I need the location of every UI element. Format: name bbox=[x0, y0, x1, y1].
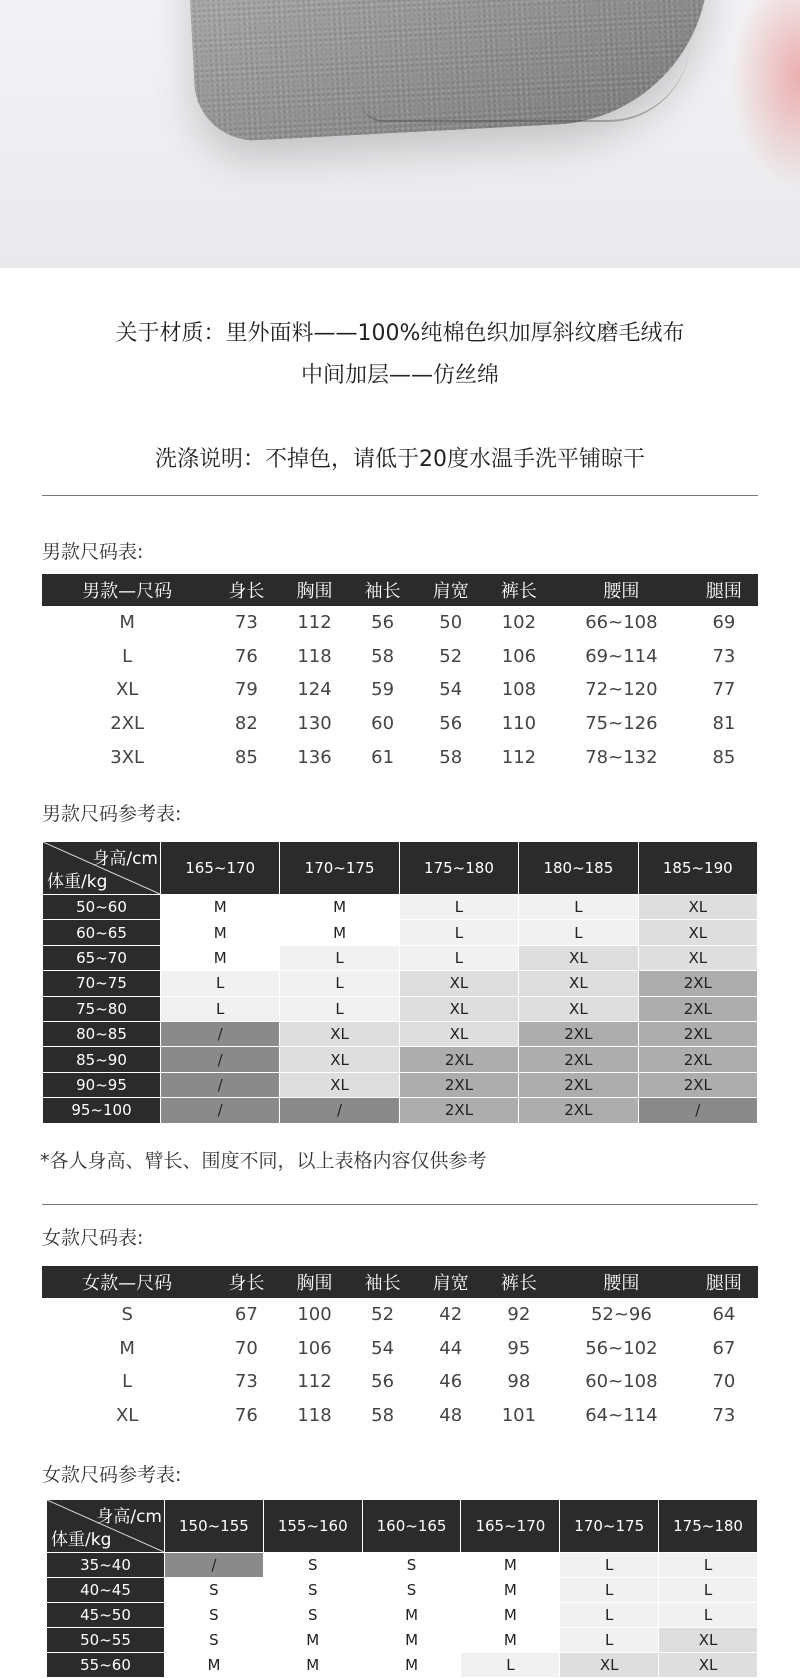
height-header: 165~170 bbox=[461, 1500, 560, 1553]
table-cell: 82 bbox=[234, 713, 258, 735]
size-cell: / bbox=[161, 1021, 280, 1046]
height-header: 150~155 bbox=[165, 1500, 264, 1553]
size-cell: M bbox=[263, 1653, 362, 1678]
size-cell: L bbox=[161, 996, 280, 1021]
size-cell: L bbox=[461, 1653, 560, 1678]
height-header: 170~175 bbox=[280, 842, 399, 895]
table-cell: 52 bbox=[439, 645, 463, 667]
weight-label: 40~45 bbox=[47, 1578, 165, 1603]
size-cell: M bbox=[461, 1578, 560, 1603]
men-ref-title: 男款尺码参考表: bbox=[42, 803, 182, 825]
column-header: 腿围 bbox=[690, 1266, 758, 1298]
table-row bbox=[42, 740, 758, 774]
weight-label: 55~60 bbox=[47, 1653, 165, 1678]
table-cell: 50 bbox=[439, 612, 463, 634]
table-row bbox=[47, 1653, 758, 1678]
column-header: 男款—尺码 bbox=[42, 574, 212, 606]
size-cell: L bbox=[659, 1603, 758, 1628]
height-header: 185~190 bbox=[638, 842, 757, 895]
size-cell: M bbox=[280, 895, 399, 920]
column-header: 裤长 bbox=[485, 1266, 553, 1298]
column-header: 裤长 bbox=[485, 574, 553, 606]
column-header: 腿围 bbox=[690, 574, 758, 606]
table-cell: 60 bbox=[371, 713, 395, 735]
size-cell: M bbox=[461, 1553, 560, 1578]
table-cell: 56 bbox=[439, 713, 463, 735]
table-cell: 130 bbox=[297, 713, 332, 735]
table-cell: L bbox=[122, 1371, 133, 1393]
size-cell: XL bbox=[659, 1653, 758, 1678]
height-header: 160~165 bbox=[362, 1500, 461, 1553]
table-cell: 69~114 bbox=[585, 645, 658, 667]
size-cell: L bbox=[519, 920, 638, 945]
table-row bbox=[43, 895, 758, 920]
size-cell: L bbox=[560, 1628, 659, 1653]
weight-label: 35~40 bbox=[47, 1553, 165, 1578]
table-cell: 112 bbox=[501, 746, 537, 768]
size-cell: XL bbox=[519, 945, 638, 970]
table-cell: 78~132 bbox=[585, 746, 658, 768]
size-cell: 2XL bbox=[399, 1047, 518, 1072]
table-cell: M bbox=[119, 1337, 135, 1359]
table-row bbox=[43, 1021, 758, 1046]
table-cell: 106 bbox=[501, 645, 537, 667]
size-cell: 2XL bbox=[638, 1047, 757, 1072]
size-cell: 2XL bbox=[519, 1021, 638, 1046]
size-cell: XL bbox=[280, 1072, 399, 1097]
weight-label: 95~100 bbox=[43, 1098, 161, 1123]
table-row bbox=[42, 1332, 758, 1366]
table-cell: 73 bbox=[712, 1405, 736, 1427]
corner-header bbox=[43, 842, 161, 895]
size-cell: XL bbox=[638, 895, 757, 920]
size-cell: S bbox=[263, 1603, 362, 1628]
corner-height-label: 身高/cm bbox=[92, 849, 158, 869]
table-cell: 108 bbox=[501, 679, 537, 701]
table-cell: 56~102 bbox=[585, 1337, 658, 1359]
table-cell: 61 bbox=[371, 746, 395, 768]
table-cell: 3XL bbox=[110, 746, 145, 768]
table-row bbox=[47, 1603, 758, 1628]
size-cell: XL bbox=[399, 971, 518, 996]
washing-instructions: 洗涤说明：不掉色，请低于20度水温手洗平铺晾干 bbox=[155, 447, 645, 472]
table-cell: XL bbox=[115, 1405, 139, 1427]
table-header-row bbox=[42, 1266, 758, 1298]
women-size-title: 女款尺码表: bbox=[42, 1227, 144, 1249]
table-cell: 66~108 bbox=[585, 612, 658, 634]
table-cell: 60~108 bbox=[585, 1371, 658, 1393]
size-cell: 2XL bbox=[638, 996, 757, 1021]
size-cell: XL bbox=[280, 1021, 399, 1046]
table-row bbox=[42, 1399, 758, 1433]
table-row bbox=[43, 1098, 758, 1123]
size-cell: S bbox=[263, 1578, 362, 1603]
table-cell: 81 bbox=[712, 713, 736, 735]
table-cell: 98 bbox=[507, 1371, 531, 1393]
women-ref-title: 女款尺码参考表: bbox=[42, 1464, 182, 1486]
column-header: 胸围 bbox=[280, 574, 348, 606]
table-cell: 85 bbox=[234, 746, 258, 768]
size-cell: 2XL bbox=[519, 1072, 638, 1097]
table-cell: 73 bbox=[712, 645, 736, 667]
size-cell: L bbox=[399, 895, 518, 920]
corner-height-label: 身高/cm bbox=[96, 1507, 162, 1527]
column-header: 身长 bbox=[212, 1266, 280, 1298]
column-header: 腰围 bbox=[553, 574, 690, 606]
size-cell: M bbox=[161, 895, 280, 920]
table-cell: 59 bbox=[371, 679, 395, 701]
size-cell: L bbox=[280, 971, 399, 996]
size-cell: L bbox=[659, 1578, 758, 1603]
table-cell: 2XL bbox=[110, 713, 145, 735]
size-cell: / bbox=[638, 1098, 757, 1123]
table-cell: 46 bbox=[439, 1371, 463, 1393]
table-row bbox=[42, 673, 758, 707]
column-header: 身长 bbox=[212, 574, 280, 606]
weight-label: 80~85 bbox=[43, 1021, 161, 1046]
height-header: 175~180 bbox=[659, 1500, 758, 1553]
divider bbox=[42, 495, 758, 496]
table-row bbox=[43, 920, 758, 945]
weight-label: 75~80 bbox=[43, 996, 161, 1021]
corner-weight-label: 体重/kg bbox=[47, 872, 108, 892]
size-cell: M bbox=[165, 1653, 264, 1678]
size-cell: S bbox=[362, 1578, 461, 1603]
weight-label: 70~75 bbox=[43, 971, 161, 996]
table-cell: 118 bbox=[297, 645, 332, 667]
table-cell: 73 bbox=[234, 1371, 258, 1393]
table-row bbox=[47, 1578, 758, 1603]
size-cell: S bbox=[362, 1553, 461, 1578]
table-cell: 136 bbox=[297, 746, 332, 768]
table-cell: 79 bbox=[234, 679, 258, 701]
size-cell: XL bbox=[560, 1653, 659, 1678]
size-cell: M bbox=[161, 945, 280, 970]
table-cell: 75~126 bbox=[585, 713, 658, 735]
table-cell: 70 bbox=[234, 1337, 258, 1359]
table-cell: 85 bbox=[712, 746, 736, 768]
table-cell: 58 bbox=[439, 746, 463, 768]
table-cell: 101 bbox=[501, 1405, 537, 1427]
size-cell: M bbox=[362, 1653, 461, 1678]
table-cell: 95 bbox=[507, 1337, 531, 1359]
column-header: 袖长 bbox=[349, 574, 417, 606]
table-cell: L bbox=[122, 645, 133, 667]
table-cell: 56 bbox=[371, 612, 395, 634]
table-cell: 76 bbox=[234, 1405, 258, 1427]
size-cell: XL bbox=[638, 945, 757, 970]
table-row bbox=[47, 1553, 758, 1578]
table-cell: 72~120 bbox=[585, 679, 658, 701]
red-accent bbox=[730, 0, 800, 190]
column-header: 肩宽 bbox=[417, 1266, 485, 1298]
column-header: 袖长 bbox=[349, 1266, 417, 1298]
women-size-table bbox=[42, 1266, 758, 1432]
table-row bbox=[47, 1628, 758, 1653]
table-cell: 112 bbox=[297, 612, 332, 634]
weight-label: 50~55 bbox=[47, 1628, 165, 1653]
weight-label: 60~65 bbox=[43, 920, 161, 945]
size-cell: 2XL bbox=[399, 1072, 518, 1097]
weight-label: 45~50 bbox=[47, 1603, 165, 1628]
table-cell: 92 bbox=[507, 1304, 531, 1326]
table-cell: 102 bbox=[501, 612, 537, 634]
table-cell: 110 bbox=[501, 713, 537, 735]
size-cell: XL bbox=[519, 996, 638, 1021]
table-cell: 44 bbox=[439, 1337, 463, 1359]
size-cell: XL bbox=[399, 996, 518, 1021]
size-cell: L bbox=[280, 945, 399, 970]
height-header: 180~185 bbox=[519, 842, 638, 895]
table-row bbox=[43, 971, 758, 996]
size-cell: L bbox=[399, 920, 518, 945]
height-header: 170~175 bbox=[560, 1500, 659, 1553]
size-cell: XL bbox=[638, 920, 757, 945]
table-cell: XL bbox=[115, 679, 139, 701]
reference-note: *各人身高、臂长、围度不同，以上表格内容仅供参考 bbox=[40, 1150, 487, 1172]
weight-label: 65~70 bbox=[43, 945, 161, 970]
size-cell: / bbox=[280, 1098, 399, 1123]
size-cell: S bbox=[263, 1553, 362, 1578]
corner-header bbox=[47, 1500, 165, 1553]
table-cell: 118 bbox=[297, 1405, 332, 1427]
men-size-title: 男款尺码表: bbox=[42, 541, 144, 563]
column-header: 胸围 bbox=[280, 1266, 348, 1298]
size-cell: L bbox=[280, 996, 399, 1021]
table-cell: 73 bbox=[234, 612, 258, 634]
table-cell: 112 bbox=[297, 1371, 332, 1393]
men-ref-table bbox=[42, 841, 758, 1124]
table-cell: 67 bbox=[234, 1304, 258, 1326]
size-cell: L bbox=[519, 895, 638, 920]
size-cell: XL bbox=[399, 1021, 518, 1046]
table-cell: 70 bbox=[712, 1371, 736, 1393]
table-row bbox=[42, 640, 758, 674]
size-cell: M bbox=[461, 1603, 560, 1628]
size-cell: / bbox=[161, 1072, 280, 1097]
table-cell: 52~96 bbox=[590, 1304, 652, 1326]
size-cell: S bbox=[165, 1628, 264, 1653]
size-cell: L bbox=[399, 945, 518, 970]
material-line-1: 关于材质：里外面料——100%纯棉色织加厚斜纹磨毛绒布 bbox=[115, 321, 685, 346]
size-cell: / bbox=[161, 1098, 280, 1123]
column-header: 肩宽 bbox=[417, 574, 485, 606]
height-header: 155~160 bbox=[263, 1500, 362, 1553]
table-cell: 58 bbox=[371, 645, 395, 667]
size-cell: XL bbox=[659, 1628, 758, 1653]
table-cell: 52 bbox=[371, 1304, 395, 1326]
table-cell: 76 bbox=[234, 645, 258, 667]
divider bbox=[42, 1204, 758, 1205]
table-cell: 100 bbox=[297, 1304, 332, 1326]
size-cell: S bbox=[165, 1578, 264, 1603]
size-cell: M bbox=[362, 1603, 461, 1628]
size-cell: M bbox=[161, 920, 280, 945]
table-cell: 54 bbox=[439, 679, 463, 701]
height-header: 165~170 bbox=[161, 842, 280, 895]
size-cell: 2XL bbox=[519, 1047, 638, 1072]
size-cell: 2XL bbox=[399, 1098, 518, 1123]
corner-weight-label: 体重/kg bbox=[51, 1530, 112, 1550]
size-cell: S bbox=[165, 1603, 264, 1628]
table-cell: 64~114 bbox=[585, 1405, 658, 1427]
table-row bbox=[43, 996, 758, 1021]
table-cell: 69 bbox=[712, 612, 736, 634]
table-cell: 106 bbox=[297, 1337, 332, 1359]
weight-label: 50~60 bbox=[43, 895, 161, 920]
table-cell: 56 bbox=[371, 1371, 395, 1393]
table-cell: 42 bbox=[439, 1304, 463, 1326]
table-cell: M bbox=[119, 612, 135, 634]
size-cell: M bbox=[263, 1628, 362, 1653]
size-cell: L bbox=[560, 1603, 659, 1628]
size-cell: / bbox=[165, 1553, 264, 1578]
table-cell: 48 bbox=[439, 1405, 463, 1427]
fabric-seam bbox=[360, 40, 690, 122]
size-cell: L bbox=[560, 1553, 659, 1578]
table-row bbox=[43, 1072, 758, 1097]
table-cell: 58 bbox=[371, 1405, 395, 1427]
table-row bbox=[43, 945, 758, 970]
table-row bbox=[42, 606, 758, 640]
table-row bbox=[43, 1047, 758, 1072]
height-header: 175~180 bbox=[399, 842, 518, 895]
size-cell: M bbox=[280, 920, 399, 945]
size-cell: 2XL bbox=[519, 1098, 638, 1123]
table-cell: 67 bbox=[712, 1337, 736, 1359]
men-size-table bbox=[42, 574, 758, 774]
size-cell: XL bbox=[280, 1047, 399, 1072]
size-cell: M bbox=[362, 1628, 461, 1653]
table-header-row bbox=[42, 574, 758, 606]
material-line-2: 中间加层——仿丝绵 bbox=[300, 363, 499, 388]
product-photo bbox=[0, 0, 800, 268]
size-cell: L bbox=[560, 1578, 659, 1603]
size-cell: 2XL bbox=[638, 1021, 757, 1046]
column-header: 腰围 bbox=[553, 1266, 690, 1298]
women-ref-table bbox=[46, 1499, 758, 1678]
size-cell: 2XL bbox=[638, 1072, 757, 1097]
size-cell: L bbox=[161, 971, 280, 996]
weight-label: 90~95 bbox=[43, 1072, 161, 1097]
size-cell: 2XL bbox=[638, 971, 757, 996]
table-cell: 54 bbox=[371, 1337, 395, 1359]
table-cell: 77 bbox=[712, 679, 736, 701]
table-row bbox=[42, 1365, 758, 1399]
size-cell: L bbox=[659, 1553, 758, 1578]
table-row bbox=[42, 1298, 758, 1332]
table-cell: 64 bbox=[712, 1304, 736, 1326]
table-cell: S bbox=[121, 1304, 133, 1326]
table-cell: 124 bbox=[297, 679, 332, 701]
size-cell: M bbox=[461, 1628, 560, 1653]
size-cell: / bbox=[161, 1047, 280, 1072]
size-cell: XL bbox=[519, 971, 638, 996]
table-row bbox=[42, 707, 758, 741]
column-header: 女款—尺码 bbox=[42, 1266, 212, 1298]
weight-label: 85~90 bbox=[43, 1047, 161, 1072]
